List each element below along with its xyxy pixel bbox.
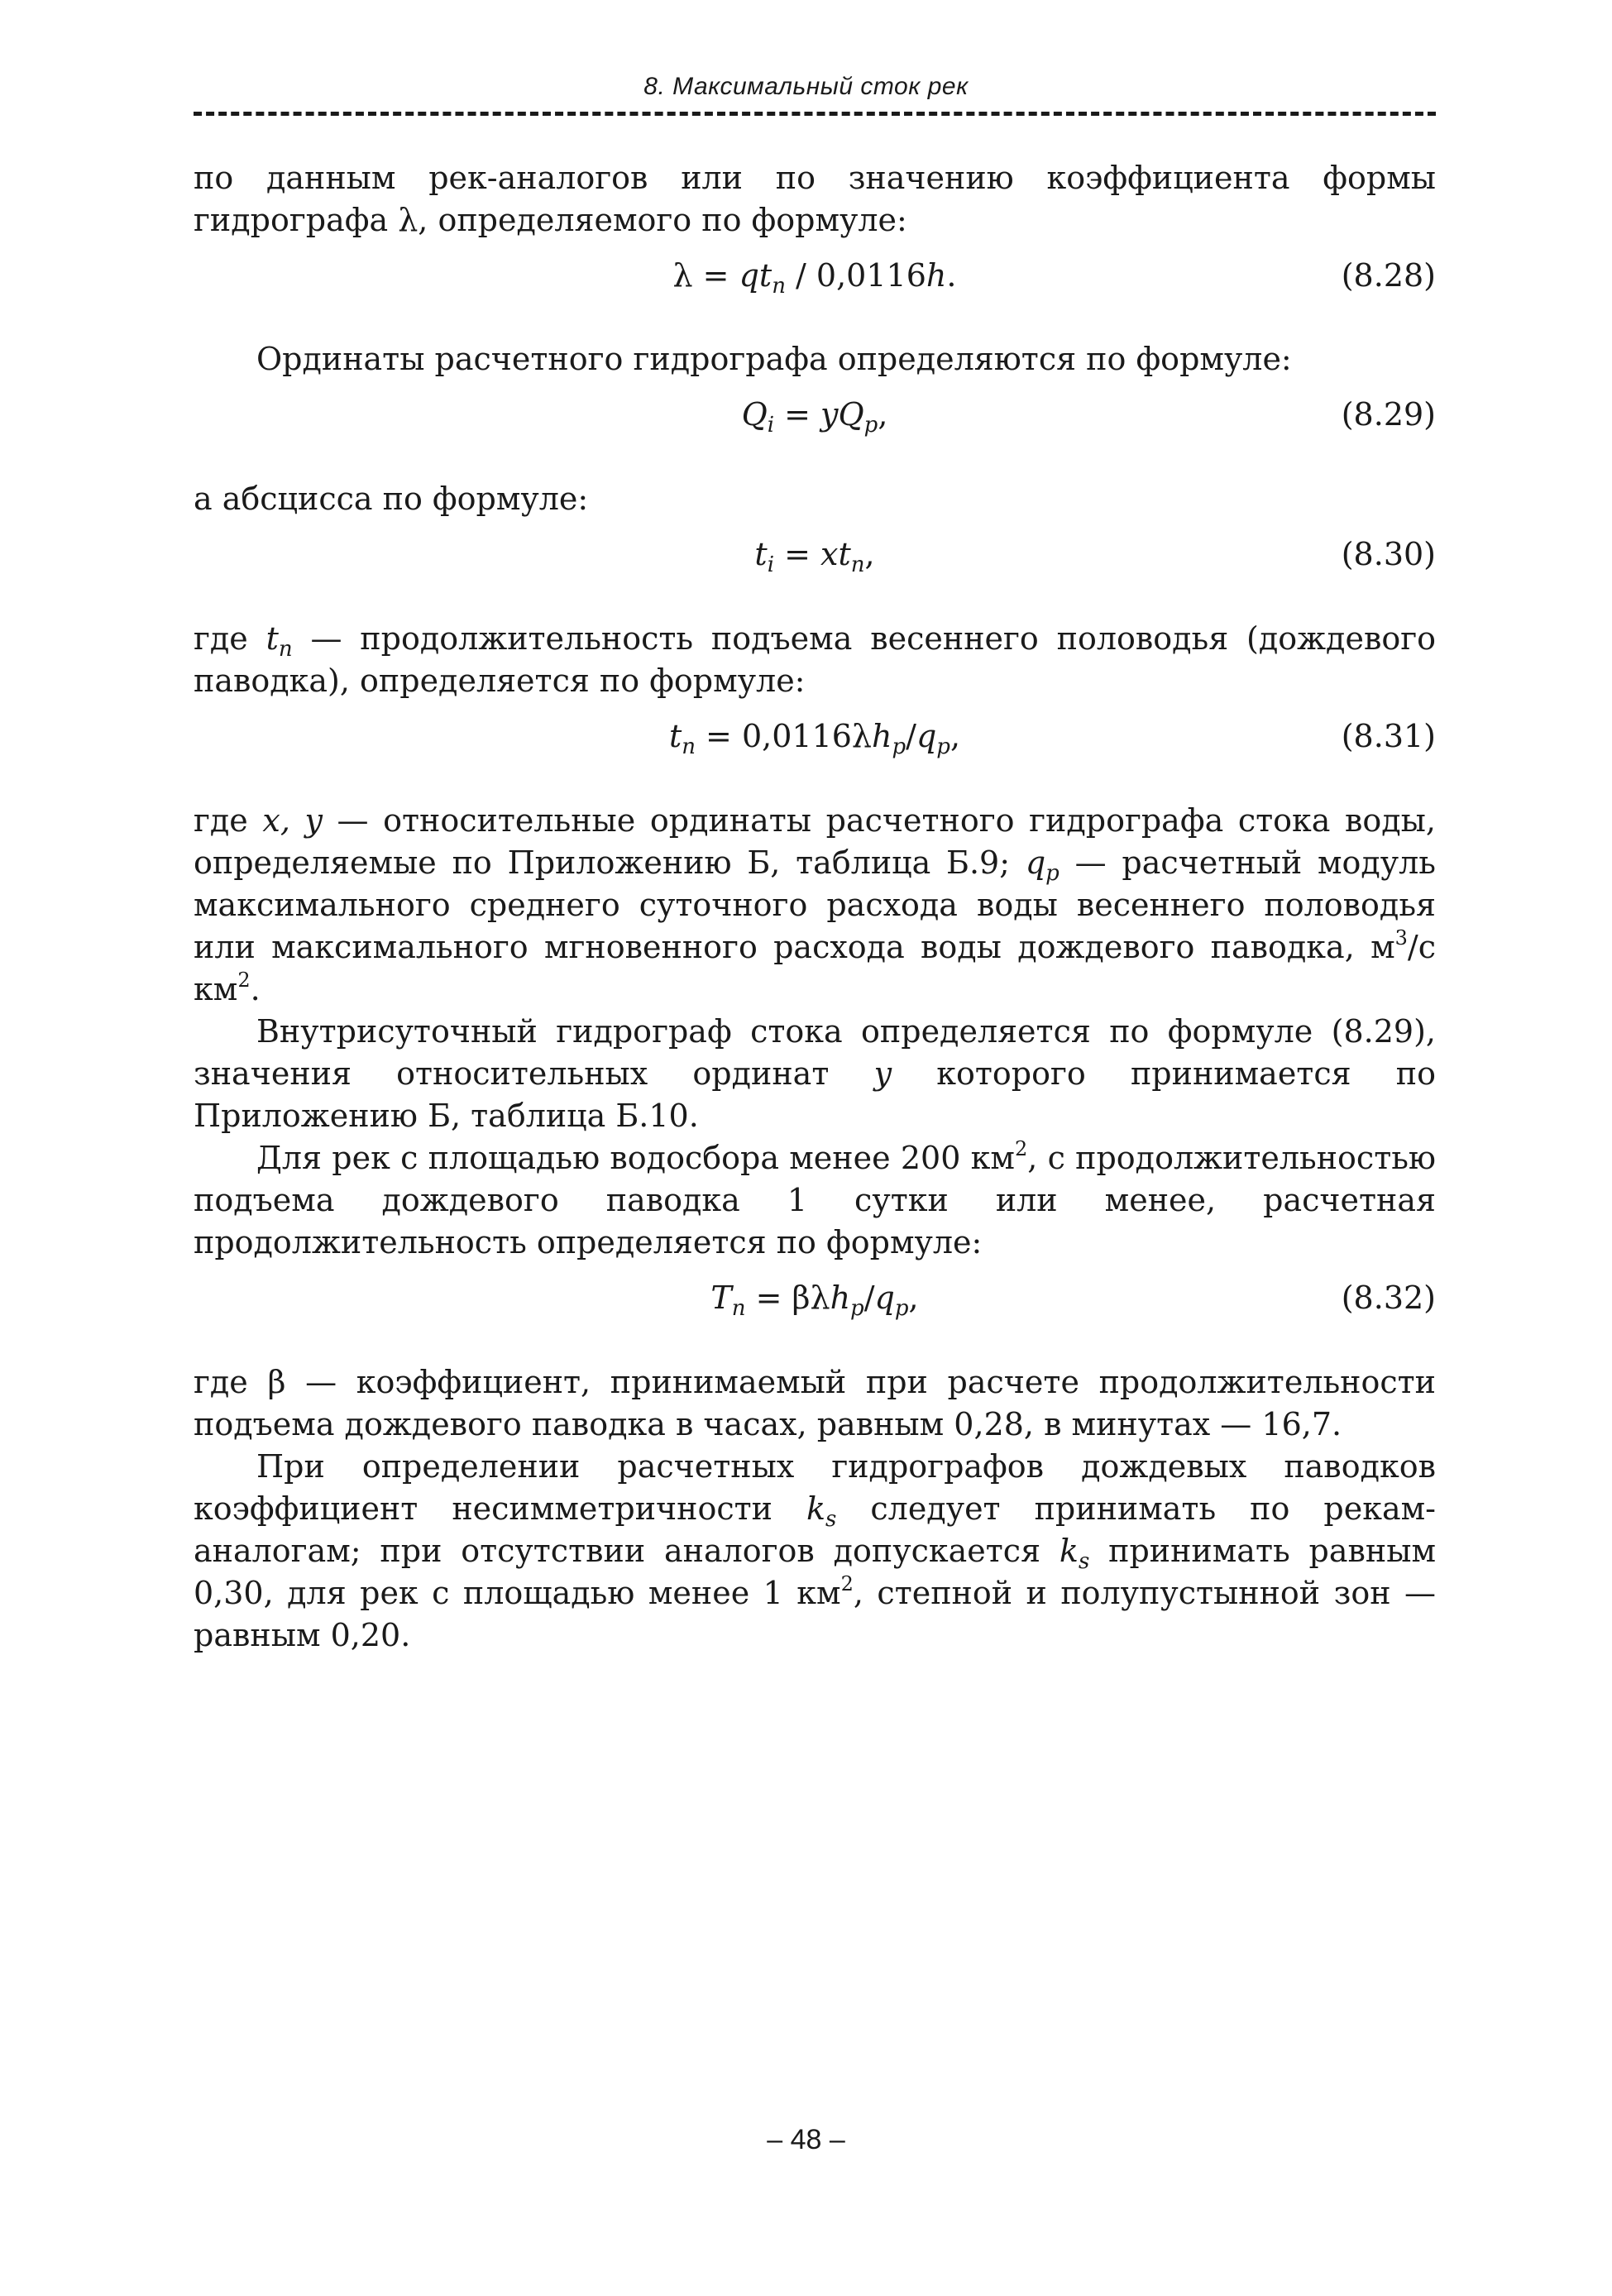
formula-8-30-expression: $t_i = xt_п$, bbox=[754, 536, 875, 577]
paragraph-9: При определении расчетных гидрографов дождевых паводков коэффициент несимметричности $k_s$ следует принимать по рекам-аналогам; при отсутствии аналогов допускается $k_s$ принимать равным 0,30, для рек с площадью менее 1 $км^2$, степной и полупустынной зон — равным 0,20. bbox=[194, 1448, 1437, 1653]
formula-8-28-number: (8.28) bbox=[1341, 257, 1436, 294]
header-dashed-rule bbox=[194, 112, 1436, 116]
formula-8-30 bbox=[194, 533, 1436, 583]
paragraph-1: по данным рек-аналогов или по значению коэффициента формы гидрографа λ, определяемого по формуле: bbox=[194, 160, 1436, 238]
page-number: – 48 – bbox=[767, 2124, 845, 2155]
formula-8-29-number: (8.29) bbox=[1341, 396, 1436, 433]
running-head: 8. Максимальный сток рек bbox=[643, 73, 969, 100]
formula-8-29 bbox=[194, 394, 1436, 443]
formula-8-32-expression: $T_п = \beta\lambda h_p/q_p$, bbox=[710, 1280, 919, 1321]
paragraph-8: где β — коэффициент, принимаемый при расчете продолжительности подъема дождевого паводка в часах, равным 0,28, в минутах — 16,7. bbox=[194, 1364, 1436, 1442]
formula-8-32-number: (8.32) bbox=[1341, 1280, 1436, 1316]
formula-8-31-expression: $t_п = 0,0116\lambda h_p/q_p$, bbox=[668, 718, 961, 759]
paragraph-4: где $t_п$ — продолжительность подъема весеннего половодья (дождевого паводка), определяется по формуле: bbox=[194, 620, 1437, 699]
paragraph-6: Внутрисуточный гидрограф стока определяется по формуле (8.29), значения относительных ординат y которого принимается по Приложению Б, таблица Б.10. bbox=[194, 1013, 1436, 1134]
paragraph-2: Ординаты расчетного гидрографа определяются по формуле: bbox=[256, 341, 1292, 377]
formula-8-31 bbox=[194, 715, 1436, 765]
paragraph-3: а абсцисса по формуле: bbox=[194, 481, 589, 517]
formula-8-29-expression: $Q_i = yQ_p$, bbox=[741, 396, 888, 438]
formula-8-30-number: (8.30) bbox=[1341, 536, 1436, 572]
page-body bbox=[194, 157, 1436, 1657]
paragraph-7: Для рек с площадью водосбора менее 200 $км^2$, с продолжительностью подъема дождевого паводка 1 сутки или менее, расчетная продолжительность определяется по формуле: bbox=[194, 1137, 1436, 1260]
formula-8-28 bbox=[194, 255, 1436, 304]
formula-8-32 bbox=[194, 1277, 1436, 1327]
formula-8-31-number: (8.31) bbox=[1341, 718, 1436, 754]
paragraph-5: где x, y — относительные ординаты расчетного гидрографа стока воды, определяемые по Приложению Б, таблица Б.9; $q_p$ — расчетный модуль максимального среднего суточного расхода воды весеннего половодья или максимального мгновенного расхода воды дождевого паводка, $м^3/с$ $км^2$. bbox=[194, 802, 1437, 1007]
formula-8-28-expression: $\lambda = qt_п / 0,0116h$. bbox=[672, 257, 957, 299]
